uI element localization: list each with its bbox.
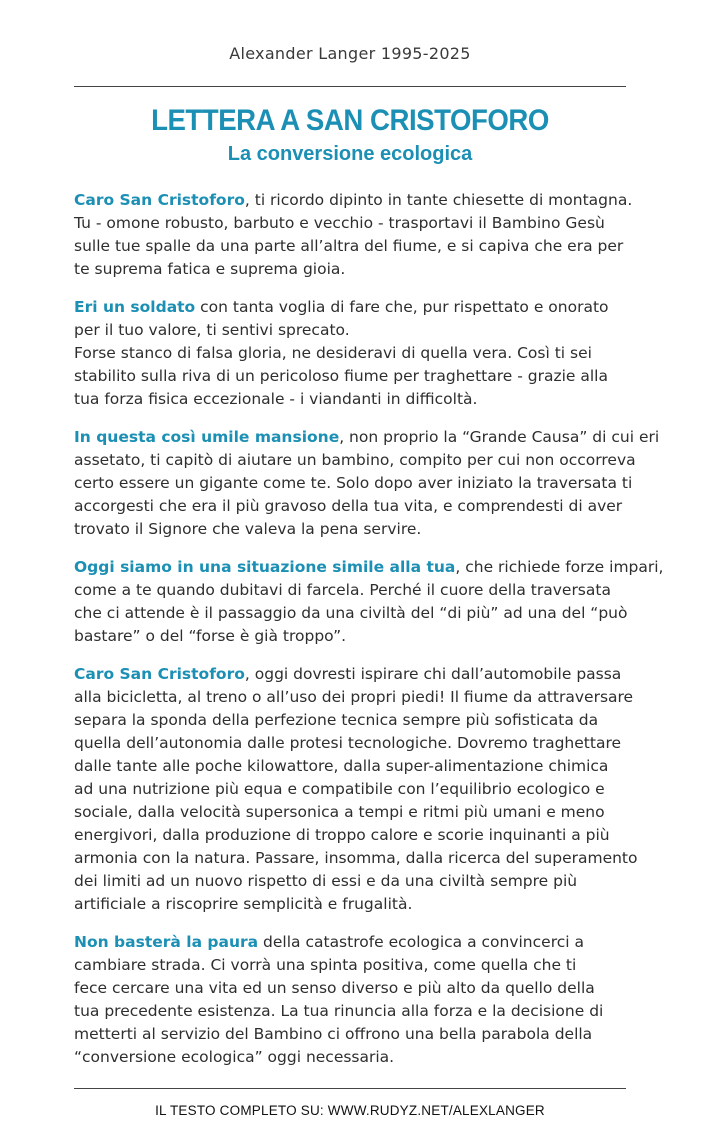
paragraph-line: Tu - omone robusto, barbuto e vecchio - trasportavi il Bambino Gesù (74, 214, 605, 232)
paragraph-line: bastare” o del “forse è già troppo”. (74, 627, 347, 645)
paragraph-line: tua forza fisica eccezionale - i viandanti in difficoltà. (74, 390, 478, 408)
paragraph-line (74, 931, 634, 954)
paragraph-line: dalle tante alle poche kilowattore, dalla super-alimentazione chimica (74, 757, 609, 775)
paragraph-line: sulle tue spalle da una parte all’altra del fiume, e si capiva che era per (74, 237, 624, 255)
paragraph-line: cambiare strada. Ci vorrà una spinta positiva, come quella che ti (74, 956, 577, 974)
paragraph-line: tua precedente esistenza. La tua rinuncia alla forza e la decisione di (74, 1002, 604, 1020)
paragraph-lead: Caro San Cristoforo (74, 665, 245, 683)
page-title: LETTERA A SAN CRISTOFORO (151, 104, 549, 137)
paragraph-lead: Non basterà la paura (74, 933, 259, 951)
paragraph-1 (74, 189, 634, 281)
paragraph-5 (74, 663, 638, 916)
paragraph-line: “conversione ecologica” oggi necessaria. (74, 1048, 395, 1066)
paragraph-line: stabilito sulla riva di un pericoloso fiume per traghettare - grazie alla (74, 367, 608, 385)
paragraph-line: come a te quando dubitavi di farcela. Perché il cuore della traversata (74, 581, 611, 599)
paragraph-line (74, 556, 664, 579)
paragraph-line: te suprema fatica e suprema gioia. (74, 260, 346, 278)
paragraph-2 (74, 296, 634, 411)
paragraph-lead: Eri un soldato (74, 298, 196, 316)
paragraph-line: certo essere un gigante come te. Solo dopo aver iniziato la traversata ti (74, 474, 633, 492)
paragraph-text: , ti ricordo dipinto in tante chiesette di montagna. (244, 191, 633, 209)
paragraph-line: ad una nutrizione più equa e compatibile con l’equilibrio ecologico e (74, 780, 605, 798)
footer-source-link: IL TESTO COMPLETO SU: WWW.RUDYZ.NET/ALEXLANGER (155, 1103, 545, 1118)
paragraph-line: dei limiti ad un nuovo rispetto di essi e da una civiltà sempre più (74, 872, 578, 890)
paragraph-line (74, 296, 634, 319)
paragraph-text: con tanta voglia di fare che, pur rispettato e onorato (195, 298, 609, 316)
paragraph-line (74, 189, 634, 212)
paragraph-text: , che richiede forze impari, (455, 558, 664, 576)
bottom-divider (74, 1088, 626, 1089)
paragraph-line (74, 426, 660, 449)
paragraph-line: alla bicicletta, al treno o all’uso dei propri piedi! Il fiume da attraversare (74, 688, 634, 706)
paragraph-line: accorgesti che era il più gravoso della tua vita, e comprendesti di aver (74, 497, 623, 515)
paragraph-text: , non proprio la “Grande Causa” di cui eri (339, 428, 660, 446)
paragraph-line: sociale, dalla velocità supersonica a tempi e ritmi più umani e meno (74, 803, 605, 821)
paragraph-line (74, 663, 634, 686)
paragraph-lead: Caro San Cristoforo (74, 191, 245, 209)
paragraph-line: trovato il Signore che valeva la pena servire. (74, 520, 422, 538)
paragraph-text: , oggi dovresti ispirare chi dall’automobile passa (244, 665, 622, 683)
header-author-dates: Alexander Langer 1995-2025 (229, 44, 471, 63)
paragraph-line: che ci attende è il passaggio da una civiltà del “di più” ad una del “può (74, 604, 628, 622)
paragraph-lead: Oggi siamo in una situazione simile alla tua (74, 558, 456, 576)
paragraph-4 (74, 556, 664, 648)
paragraph-text: della catastrofe ecologica a convincerci a (258, 933, 584, 951)
top-divider (74, 86, 626, 87)
paragraph-line: energivori, dalla produzione di troppo calore e scorie inquinanti a più (74, 826, 610, 844)
paragraph-line: quella dell’autonomia dalle protesi tecnologiche. Dovremo traghettare (74, 734, 622, 752)
paragraph-line: artificiale a riscoprire semplicità e frugalità. (74, 895, 413, 913)
document-page (74, 0, 664, 1145)
paragraph-lead: In questa così umile mansione (74, 428, 340, 446)
paragraph-line: separa la sponda della perfezione tecnica sempre più sofisticata da (74, 711, 599, 729)
paragraph-line: Forse stanco di falsa gloria, ne desideravi di quella vera. Così ti sei (74, 344, 592, 362)
paragraph-line: armonia con la natura. Passare, insomma, dalla ricerca del superamento (74, 849, 638, 867)
paragraph-3 (74, 426, 660, 541)
paragraph-6 (74, 931, 634, 1069)
letter-body (74, 189, 664, 1084)
paragraph-line: per il tuo valore, ti sentivi sprecato. (74, 321, 350, 339)
paragraph-line: assetato, ti capitò di aiutare un bambino, compito per cui non occorreva (74, 451, 636, 469)
paragraph-line: fece cercare una vita ed un senso diverso e più alto da quello della (74, 979, 595, 997)
paragraph-line: metterti al servizio del Bambino ci offrono una bella parabola della (74, 1025, 593, 1043)
page-subtitle: La conversione ecologica (227, 143, 473, 165)
